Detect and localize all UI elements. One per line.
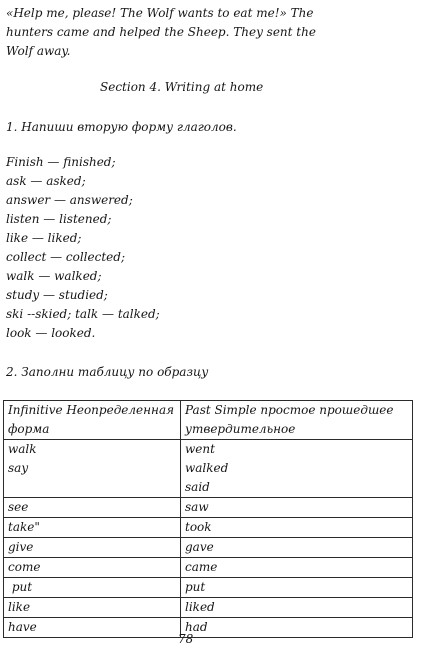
past-cell: took [181,518,413,538]
table-row [4,440,413,498]
past-cell: liked [181,598,413,618]
infinitive-cell: give [4,538,181,558]
verb-list-item: study — studied; [6,288,108,302]
infinitive-cell: have [4,618,181,638]
verb-forms-table [3,400,413,638]
verb-list-item: ask — asked; [6,174,86,188]
past-cell: came [181,558,413,578]
table-row [4,538,413,558]
verb-list-item: walk — walked; [6,269,102,283]
task2-title: 2. Заполни таблицу по образцу [6,365,209,379]
table-row [4,498,413,518]
header-text: Past Simple простое прошедшее [185,403,394,417]
page-number: 78 [178,632,194,646]
cell-text: said [185,480,210,494]
verb-list-item: like — liked; [6,231,82,245]
verb-list-item: look — looked. [6,326,96,340]
table-row [4,558,413,578]
intro-line: Wolf away. [6,44,71,58]
header-past-simple [181,401,413,440]
intro-line: hunters came and helped the Sheep. They sent the [6,25,316,39]
cell-text: went [185,442,215,456]
verb-list-item: answer — answered; [6,193,133,207]
infinitive-cell: put [4,578,181,598]
verb-list-item: ski --skied; talk — talked; [6,307,160,321]
header-text: утвердительное [185,422,296,436]
cell-text: walked [185,461,229,475]
intro-line: «Help me, please! The Wolf wants to eat me!» The [6,6,314,20]
past-cell: put [181,578,413,598]
header-infinitive [4,401,181,440]
cell-text: say [8,461,29,475]
past-cell [181,440,413,498]
table-row [4,598,413,618]
past-cell: had [181,618,413,638]
header-text: форма [8,422,50,436]
infinitive-cell: come [4,558,181,578]
table-header-row [4,401,413,440]
infinitive-cell [4,440,181,498]
table-row [4,618,413,638]
section-title: Section 4. Writing at home [100,80,264,94]
table-row [4,578,413,598]
verb-list-item: collect — collected; [6,250,125,264]
verb-list-item: listen — listened; [6,212,112,226]
table-row [4,518,413,538]
past-cell: saw [181,498,413,518]
cell-text: walk [8,442,37,456]
verb-list-item: Finish — finished; [6,155,116,169]
header-text: Infinitive Неопределенная [8,403,175,417]
infinitive-cell: see [4,498,181,518]
task1-title: 1. Напиши вторую форму глаголов. [6,120,237,134]
past-cell: gave [181,538,413,558]
infinitive-cell: like [4,598,181,618]
infinitive-cell: take" [4,518,181,538]
